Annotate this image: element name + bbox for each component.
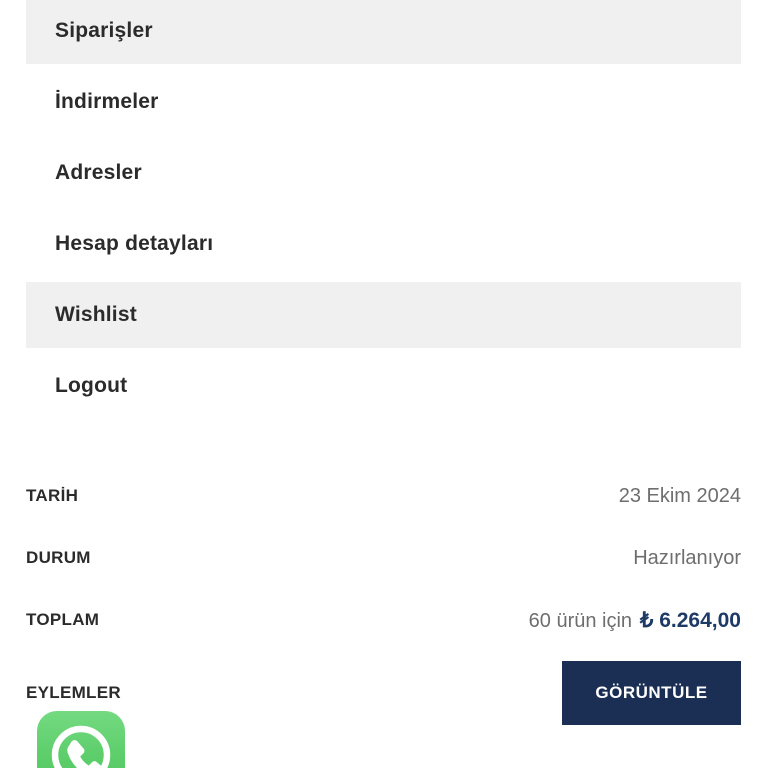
nav-item-label: Adresler (55, 161, 142, 184)
whatsapp-icon (37, 711, 125, 768)
total-amount: ₺ 6.264,00 (640, 608, 741, 632)
nav-item-label: Hesap detayları (55, 232, 214, 255)
nav-item-label: Wishlist (55, 303, 137, 326)
total-value (529, 608, 741, 633)
nav-item-downloads[interactable] (26, 69, 741, 135)
nav-item-addresses[interactable] (26, 140, 741, 206)
account-navigation (26, 0, 741, 419)
order-row-actions (26, 661, 741, 725)
nav-item-label: İndirmeler (55, 90, 159, 113)
actions-label: EYLEMLER (26, 683, 121, 702)
total-items-count: 60 ürün için (528, 609, 633, 632)
nav-item-label: Logout (55, 374, 128, 397)
status-label: DURUM (26, 548, 91, 567)
nav-item-label: Siparişler (55, 19, 153, 42)
status-value: Hazırlanıyor (633, 546, 741, 569)
view-order-button[interactable]: GÖRÜNTÜLE (562, 661, 741, 725)
date-label: TARİH (26, 486, 79, 505)
order-summary-table (26, 465, 741, 725)
total-label: TOPLAM (26, 610, 100, 629)
whatsapp-chat-button[interactable] (37, 711, 125, 768)
date-value: 23 Ekim 2024 (618, 484, 741, 507)
order-row-total (26, 589, 741, 651)
nav-item-account-details[interactable] (26, 211, 741, 277)
nav-item-wishlist[interactable] (26, 282, 741, 348)
nav-item-logout[interactable] (26, 353, 741, 419)
order-row-status (26, 527, 741, 589)
nav-item-orders[interactable] (26, 0, 741, 64)
order-row-date (26, 465, 741, 527)
